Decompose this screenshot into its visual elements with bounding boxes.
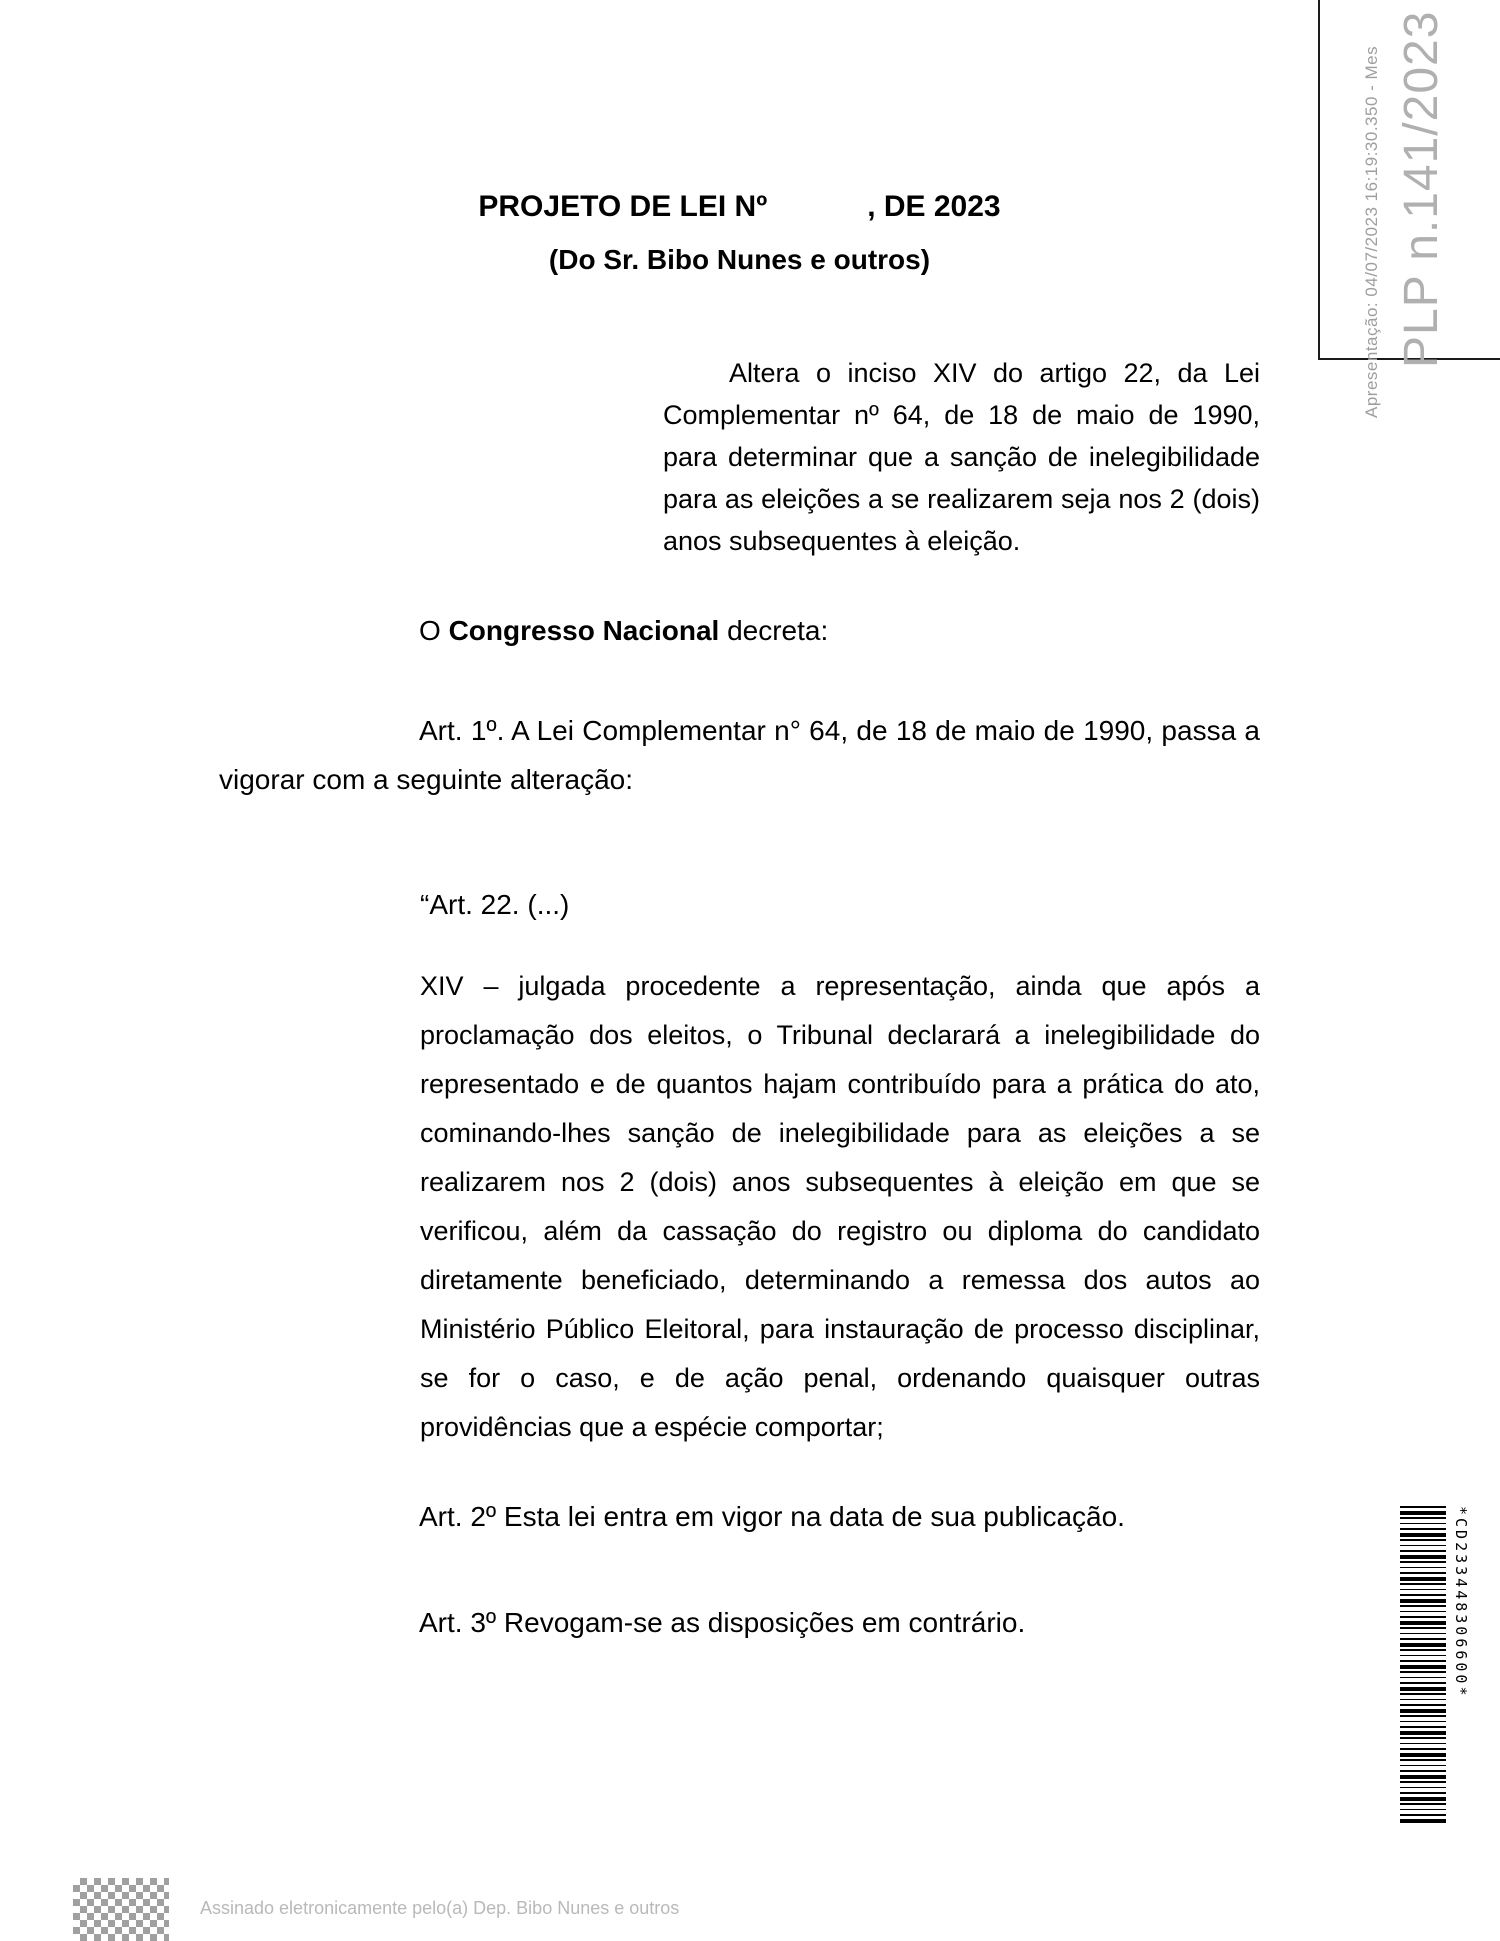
barcode <box>1400 1506 1446 1824</box>
preamble-pre: O <box>419 615 449 646</box>
qr-code <box>73 1878 169 1941</box>
ementa-paragraph: Altera o inciso XIV do artigo 22, da Lei Complementar nº 64, de 18 de maio de 1990, para determinar que a sanção de inelegibilidade para as eleições a se realizarem seja nos 2 (dois) anos subsequentes à eleição. <box>663 358 1260 556</box>
barcode-code-text: *CD233448306600* <box>1452 1506 1470 1699</box>
article-2: Art. 2º Esta lei entra em vigor na data de sua publicação. <box>419 1501 1125 1532</box>
quote-inciso-xiv: XIV – julgada procedente a representação, ainda que após a proclamação dos eleitos, o Tribunal declarará a inelegibilidade do representado e de quantos hajam contribuído para a prática do ato, cominando-lhes sanção de inelegibilidade para as eleições a se realizarem nos 2 (dois) anos subsequentes à eleição em que se verificou, além da cassação do registro ou diploma do candidato diretamente beneficiado, determinando a remessa dos autos ao Ministério Público Eleitoral, para instauração de processo disciplinar, se for o caso, e de ação penal, ordenando quaisquer outras providências que a espécie comportar; <box>420 971 1260 1442</box>
quote-art22-caput: “Art. 22. (...) <box>420 889 570 920</box>
article-1: Art. 1º. A Lei Complementar n° 64, de 18 de maio de 1990, passa a vigorar com a seguinte alteração: <box>219 715 1260 795</box>
stamp-presentation-text: Apresentação: 04/07/2023 16:19:30.350 - Mes <box>1362 45 1381 418</box>
preamble-bold: Congresso Nacional <box>448 615 720 646</box>
doc-title: PROJETO DE LEI Nº , DE 2023 <box>478 190 1001 223</box>
stamp-doc-number-label: PLP n.141/2023 <box>1395 10 1448 368</box>
stamp-border-vertical <box>1318 0 1320 358</box>
signature-note: Assinado eletronicamente pelo(a) Dep. Bibo Nunes e outros <box>200 1898 680 1918</box>
article-3: Art. 3º Revogam-se as disposições em contrário. <box>419 1607 1026 1638</box>
preamble-post: decreta: <box>719 615 829 646</box>
doc-subtitle: (Do Sr. Bibo Nunes e outros) <box>548 244 931 275</box>
preamble <box>219 615 1260 647</box>
